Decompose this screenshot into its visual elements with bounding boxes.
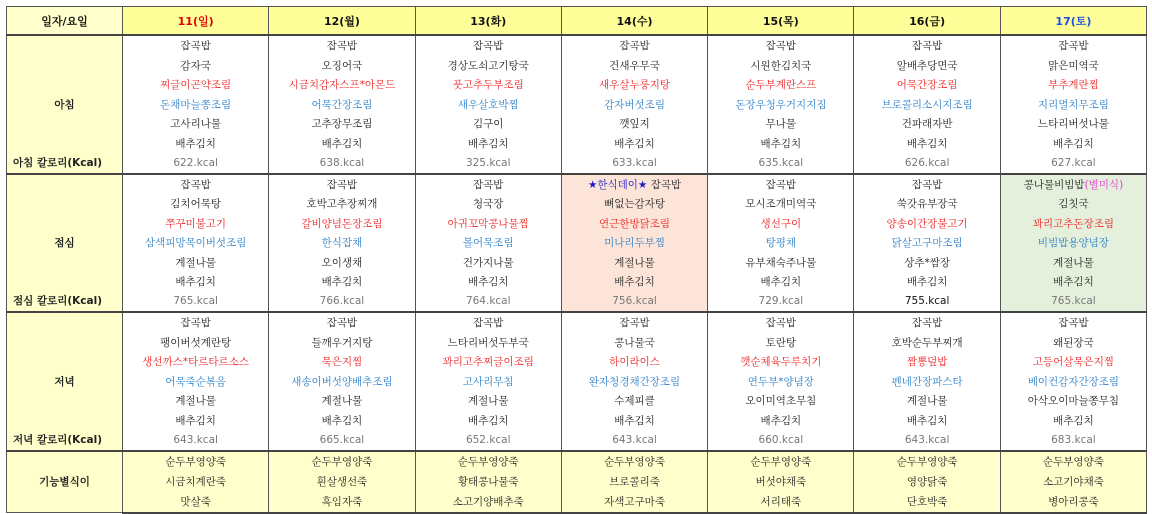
menu-item: 고등어살묵은지찜 xyxy=(1000,352,1146,372)
menu-item: 호박고추장찌개 xyxy=(269,194,415,214)
calorie-value: 660.kcal xyxy=(708,430,854,451)
menu-item: 잡곡밥 xyxy=(561,35,707,56)
functional-label: 기능별식이 xyxy=(7,451,123,513)
menu-item: 찌글이곤약조림 xyxy=(123,75,269,95)
menu-item: 계절나물 xyxy=(123,253,269,273)
menu-item: 브로콜리소시지조림 xyxy=(854,95,1000,115)
menu-item: 배추김치 xyxy=(123,272,269,292)
menu-item: 감자버섯조림 xyxy=(561,95,707,115)
meal-label: 아침 xyxy=(54,98,75,111)
menu-item: 고사리나물 xyxy=(123,114,269,134)
korean-day-badge: ★한식데이★ xyxy=(587,178,648,191)
menu-item: 비빔밥용양념장 xyxy=(1000,233,1146,253)
menu-item: 탕평채 xyxy=(708,233,854,253)
menu-row xyxy=(7,292,1147,313)
menu-item: 잡곡밥 xyxy=(415,312,561,333)
menu-item: 어묵죽순볶음 xyxy=(123,372,269,392)
menu-item: 무나물 xyxy=(708,114,854,134)
functional-row xyxy=(7,492,1147,513)
menu-item: 생선구이 xyxy=(708,214,854,234)
menu-item: 배추김치 xyxy=(1000,272,1146,292)
menu-item: 삼색피망목이버섯조림 xyxy=(123,233,269,253)
meal-label-cell xyxy=(7,312,123,451)
menu-item: 잡곡밥 xyxy=(123,174,269,195)
menu-item: 오징어국 xyxy=(269,56,415,76)
functional-item: 버섯야채죽 xyxy=(708,472,854,492)
functional-item: 병아리콩죽 xyxy=(1000,492,1146,513)
menu-item: 꽈리고추찌글이조림 xyxy=(415,352,561,372)
functional-item: 영양닭죽 xyxy=(854,472,1000,492)
menu-item: 닭살고구마조림 xyxy=(854,233,1000,253)
menu-item: 쑥갓유부장국 xyxy=(854,194,1000,214)
meal-label: 저녁 xyxy=(54,375,75,388)
menu-item: 배추김치 xyxy=(269,134,415,154)
menu-item: 왜된장국 xyxy=(1000,333,1146,353)
menu-item: 양송이간장불고기 xyxy=(854,214,1000,234)
functional-item: 자색고구마죽 xyxy=(561,492,707,513)
menu-item: 하이라이스 xyxy=(561,352,707,372)
functional-item: 순두부영양죽 xyxy=(123,451,269,472)
calorie-value: 622.kcal xyxy=(123,153,269,174)
menu-item: 배추김치 xyxy=(1000,411,1146,431)
menu-item: 김구이 xyxy=(415,114,561,134)
menu-item: 배추김치 xyxy=(854,272,1000,292)
menu-item: 돈장우청우거지지짐 xyxy=(708,95,854,115)
calorie-label: 아침 칼로리(Kcal) xyxy=(13,156,103,169)
menu-item: 계절나물 xyxy=(854,391,1000,411)
menu-item: 배추김치 xyxy=(415,272,561,292)
weekly-menu-table xyxy=(6,6,1147,514)
calorie-label: 점심 칼로리(Kcal) xyxy=(13,295,103,307)
menu-item: 청국장 xyxy=(415,194,561,214)
functional-row xyxy=(7,472,1147,492)
functional-item: 순두부영양죽 xyxy=(708,451,854,472)
calorie-value: 765.kcal xyxy=(123,292,269,313)
special-dish-cell xyxy=(1000,174,1146,195)
functional-item: 맛살죽 xyxy=(123,492,269,513)
menu-item: 어묵간장조림 xyxy=(269,95,415,115)
menu-item: 뼈없는감자탕 xyxy=(561,194,707,214)
menu-item: 배추김치 xyxy=(561,272,707,292)
menu-item: 건가지나물 xyxy=(415,253,561,273)
functional-item: 단호박죽 xyxy=(854,492,1000,513)
menu-item: 느타리버섯두부국 xyxy=(415,333,561,353)
menu-item: 콩나물국 xyxy=(561,333,707,353)
menu-item: 배추김치 xyxy=(1000,134,1146,154)
day-header-thu: 15(목) xyxy=(708,7,854,36)
day-header-sat: 17(토) xyxy=(1000,7,1146,36)
menu-item: 건파래자반 xyxy=(854,114,1000,134)
menu-row xyxy=(7,114,1147,134)
calorie-value: 766.kcal xyxy=(269,292,415,313)
menu-item: 완자청경채간장조림 xyxy=(561,372,707,392)
menu-row xyxy=(7,391,1147,411)
menu-item: 고추장무조림 xyxy=(269,114,415,134)
menu-item: 아귀꼬막콩나물찜 xyxy=(415,214,561,234)
functional-item: 흰살생선죽 xyxy=(269,472,415,492)
menu-row xyxy=(7,233,1147,253)
menu-row xyxy=(7,430,1147,451)
menu-item: 잡곡밥 xyxy=(708,35,854,56)
menu-item: 깻잎지 xyxy=(561,114,707,134)
calorie-value: 638.kcal xyxy=(269,153,415,174)
menu-item: 새우살누룽지탕 xyxy=(561,75,707,95)
menu-item: 들깨우거지탕 xyxy=(269,333,415,353)
menu-item: 배추김치 xyxy=(708,411,854,431)
header-label: 일자/요일 xyxy=(7,7,123,36)
functional-item: 황태콩나물죽 xyxy=(415,472,561,492)
menu-row xyxy=(7,253,1147,273)
menu-item: 풋고추두부조림 xyxy=(415,75,561,95)
menu-item: 잡곡밥 xyxy=(123,35,269,56)
calorie-value: 643.kcal xyxy=(854,430,1000,451)
calorie-value: 765.kcal xyxy=(1000,292,1146,313)
menu-item: 잡곡밥 xyxy=(854,174,1000,195)
menu-item: 배추김치 xyxy=(123,411,269,431)
menu-item: 계절나물 xyxy=(415,391,561,411)
calorie-value: 652.kcal xyxy=(415,430,561,451)
meal-label-cell xyxy=(7,174,123,313)
header-row xyxy=(7,7,1147,36)
menu-item: 잡곡밥 xyxy=(269,312,415,333)
functional-item: 서리태죽 xyxy=(708,492,854,513)
day-header-wed: 14(수) xyxy=(561,7,707,36)
menu-item: 배추김치 xyxy=(708,272,854,292)
day-header-fri: 16(금) xyxy=(854,7,1000,36)
day-header-tue: 13(화) xyxy=(415,7,561,36)
menu-item: 잡곡밥 xyxy=(269,174,415,195)
functional-item: 시금치계란죽 xyxy=(123,472,269,492)
menu-item: 계절나물 xyxy=(123,391,269,411)
calorie-label: 저녁 칼로리(Kcal) xyxy=(13,433,103,446)
menu-item: 잡곡밥 xyxy=(1000,35,1146,56)
special-note: (별미식) xyxy=(1084,178,1124,191)
menu-row xyxy=(7,174,1147,195)
menu-row xyxy=(7,194,1147,214)
menu-row xyxy=(7,272,1147,292)
menu-item: 유부채숙주나물 xyxy=(708,253,854,273)
menu-row xyxy=(7,372,1147,392)
day-header-sun: 11(일) xyxy=(123,7,269,36)
menu-item: 잡곡밥 xyxy=(123,312,269,333)
functional-item: 흑임자죽 xyxy=(269,492,415,513)
menu-row xyxy=(7,75,1147,95)
menu-item: 토란탕 xyxy=(708,333,854,353)
functional-item: 순두부영양죽 xyxy=(561,451,707,472)
menu-item: 배추김치 xyxy=(269,411,415,431)
calorie-value: 643.kcal xyxy=(123,430,269,451)
calorie-value: 643.kcal xyxy=(561,430,707,451)
menu-item: 고사리무침 xyxy=(415,372,561,392)
menu-item: 묵은지찜 xyxy=(269,352,415,372)
menu-item: 계절나물 xyxy=(561,253,707,273)
menu-item: 잡곡밥 xyxy=(415,174,561,195)
menu-item: 팽이버섯계란탕 xyxy=(123,333,269,353)
menu-row xyxy=(7,411,1147,431)
menu-item: 김칫국 xyxy=(1000,194,1146,214)
menu-item: 배추김치 xyxy=(415,411,561,431)
menu-item: 어묵간장조림 xyxy=(854,75,1000,95)
menu-item: 잡곡밥 xyxy=(854,312,1000,333)
menu-item: 잡곡밥 xyxy=(269,35,415,56)
menu-item: 생선까스*타르타르소스 xyxy=(123,352,269,372)
menu-item-text: 잡곡밥 xyxy=(650,178,682,191)
menu-item: 시원한김치국 xyxy=(708,56,854,76)
menu-item: 건새우무국 xyxy=(561,56,707,76)
functional-item: 소고기양배추죽 xyxy=(415,492,561,513)
menu-item: 김치어묵탕 xyxy=(123,194,269,214)
calorie-value: 633.kcal xyxy=(561,153,707,174)
menu-item: 꽈리고추돈장조림 xyxy=(1000,214,1146,234)
menu-item: 잡곡밥 xyxy=(1000,312,1146,333)
menu-item: 오이생채 xyxy=(269,253,415,273)
calorie-value: 627.kcal xyxy=(1000,153,1146,174)
menu-row xyxy=(7,333,1147,353)
menu-row xyxy=(7,134,1147,154)
menu-row xyxy=(7,214,1147,234)
menu-item: 배추김치 xyxy=(708,134,854,154)
day-header-mon: 12(월) xyxy=(269,7,415,36)
calorie-value: 729.kcal xyxy=(708,292,854,313)
menu-item: 배추김치 xyxy=(269,272,415,292)
menu-item: 배추김치 xyxy=(854,134,1000,154)
menu-item: 미나리두부찜 xyxy=(561,233,707,253)
menu-item: 수제피클 xyxy=(561,391,707,411)
menu-item: 베이컨감자간장조림 xyxy=(1000,372,1146,392)
menu-item: 펜네간장파스타 xyxy=(854,372,1000,392)
menu-table-wrapper xyxy=(6,6,1146,514)
menu-item: 깻순체육두루치기 xyxy=(708,352,854,372)
menu-item: 새우살호박찜 xyxy=(415,95,561,115)
calorie-value: 626.kcal xyxy=(854,153,1000,174)
menu-item: 부추계란찜 xyxy=(1000,75,1146,95)
menu-item: 경상도쇠고기탕국 xyxy=(415,56,561,76)
menu-item: 짬뽕덮밥 xyxy=(854,352,1000,372)
menu-item: 모시조개미역국 xyxy=(708,194,854,214)
menu-item: 계절나물 xyxy=(269,391,415,411)
menu-item: 호박순두부찌개 xyxy=(854,333,1000,353)
menu-item: 계절나물 xyxy=(1000,253,1146,273)
menu-item: 배추김치 xyxy=(561,411,707,431)
menu-item: 갈비양념돈장조림 xyxy=(269,214,415,234)
menu-item: 잡곡밥 xyxy=(561,312,707,333)
menu-item: 배추김치 xyxy=(854,411,1000,431)
calorie-value: 755.kcal xyxy=(854,292,1000,313)
calorie-value: 635.kcal xyxy=(708,153,854,174)
menu-item: 배추김치 xyxy=(415,134,561,154)
menu-row xyxy=(7,352,1147,372)
menu-item: 맑은미역국 xyxy=(1000,56,1146,76)
calorie-value: 756.kcal xyxy=(561,292,707,313)
menu-body xyxy=(7,35,1147,513)
calorie-value: 683.kcal xyxy=(1000,430,1146,451)
menu-item: 쭈꾸미불고기 xyxy=(123,214,269,234)
menu-item: 잡곡밥 xyxy=(854,35,1000,56)
menu-item: 배추김치 xyxy=(123,134,269,154)
functional-item: 순두부영양죽 xyxy=(269,451,415,472)
calorie-value: 665.kcal xyxy=(269,430,415,451)
menu-item-text: 콩나물비빔밥 xyxy=(1023,178,1085,191)
meal-label-cell xyxy=(7,35,123,174)
menu-item: 연근한방닭조림 xyxy=(561,214,707,234)
menu-row xyxy=(7,95,1147,115)
menu-item: 잡곡밥 xyxy=(708,312,854,333)
calorie-value: 764.kcal xyxy=(415,292,561,313)
menu-item: 잡곡밥 xyxy=(415,35,561,56)
menu-item: 새송이버섯양배추조림 xyxy=(269,372,415,392)
menu-item: 아삭오이마늘쫑무침 xyxy=(1000,391,1146,411)
menu-row xyxy=(7,35,1147,56)
menu-item: 느타리버섯나물 xyxy=(1000,114,1146,134)
menu-item: 시금치감자스프*아몬드 xyxy=(269,75,415,95)
menu-row xyxy=(7,312,1147,333)
menu-item: 순두부계란스프 xyxy=(708,75,854,95)
korean-day-cell xyxy=(561,174,707,195)
menu-item: 배추김치 xyxy=(561,134,707,154)
calorie-value: 325.kcal xyxy=(415,153,561,174)
functional-item: 순두부영양죽 xyxy=(415,451,561,472)
menu-item: 지리멸치무조림 xyxy=(1000,95,1146,115)
menu-item: 잡곡밥 xyxy=(708,174,854,195)
menu-row xyxy=(7,56,1147,76)
functional-item: 소고기야채죽 xyxy=(1000,472,1146,492)
menu-item: 돈채마늘쫑조림 xyxy=(123,95,269,115)
menu-row xyxy=(7,153,1147,174)
functional-item: 순두부영양죽 xyxy=(1000,451,1146,472)
menu-item: 감자국 xyxy=(123,56,269,76)
menu-item: 오이미역초무침 xyxy=(708,391,854,411)
menu-item: 한식잡채 xyxy=(269,233,415,253)
menu-item: 볼어묵조림 xyxy=(415,233,561,253)
functional-row xyxy=(7,451,1147,472)
menu-item: 연두부*양념장 xyxy=(708,372,854,392)
functional-item: 순두부영양죽 xyxy=(854,451,1000,472)
functional-item: 브로콜리죽 xyxy=(561,472,707,492)
menu-item: 상추*쌈장 xyxy=(854,253,1000,273)
meal-label: 점심 xyxy=(54,237,75,250)
menu-item: 알배추당면국 xyxy=(854,56,1000,76)
